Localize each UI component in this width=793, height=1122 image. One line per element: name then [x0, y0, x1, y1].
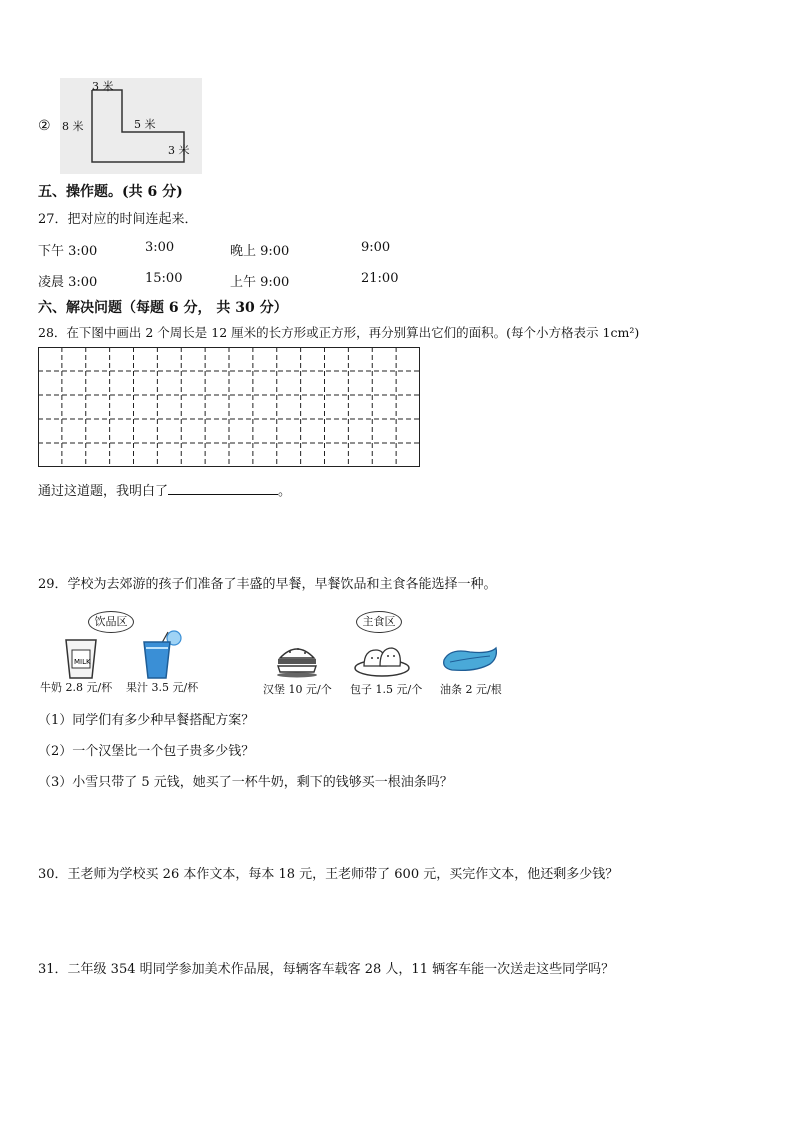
label-right: 3 米 — [168, 144, 190, 157]
drink-zone-sign: 饮品区 — [88, 611, 134, 633]
q27-r2-c2: 15:00 — [145, 271, 183, 286]
milk-carton-text: MILK — [74, 658, 91, 666]
fried-dough-icon — [440, 644, 500, 676]
q27-r2-c3: 上午 9:00 — [230, 275, 290, 290]
price-youtiao: 油条 2 元/根 — [440, 683, 502, 696]
price-milk: 牛奶 2.8 元/杯 — [40, 681, 113, 694]
q29-sub3: （3）小雪只带了 5 元钱，她买了一杯牛奶，剩下的钱够买一根油条吗？ — [38, 775, 453, 790]
q29-sub1: （1）同学们有多少种早餐搭配方案？ — [38, 713, 255, 728]
q31-prompt: 31．二年级 354 明同学参加美术作品展，每辆客车载客 28 人，11 辆客车能一次送走这些同学吗？ — [38, 962, 615, 977]
q27-r2-c1: 凌晨 3:00 — [38, 275, 98, 290]
q27-r1-c2: 3:00 — [145, 240, 175, 255]
q27-r1-c3: 晚上 9:00 — [230, 244, 290, 259]
label-top: 3 米 — [92, 80, 114, 93]
answer-blank[interactable] — [168, 482, 278, 495]
label-mid: 5 米 — [134, 118, 156, 131]
q29-sub2: （2）一个汉堡比一个包子贵多少钱？ — [38, 744, 255, 759]
followup-prefix: 通过这道题，我明白了 — [38, 484, 169, 499]
q27-prompt: 27．把对应的时间连起来． — [38, 212, 198, 227]
milk-cup-icon — [62, 636, 100, 680]
section5-heading: 五、操作题。(共 6 分) — [38, 184, 183, 200]
q27-r2-c4: 21:00 — [361, 271, 399, 286]
q29-prompt: 29．学校为去郊游的孩子们准备了丰盛的早餐，早餐饮品和主食各能选择一种。 — [38, 577, 497, 592]
square-grid[interactable] — [38, 347, 420, 467]
price-juice: 果汁 3.5 元/杯 — [126, 681, 199, 694]
price-burger: 汉堡 10 元/个 — [263, 683, 332, 696]
steamed-bun-icon — [352, 638, 412, 678]
l-shape-figure — [60, 78, 202, 174]
figure-marker: ② — [38, 118, 51, 134]
q27-r1-c1: 下午 3:00 — [38, 244, 98, 259]
label-left: 8 米 — [62, 120, 84, 133]
food-zone-sign: 主食区 — [356, 611, 402, 633]
grid-drawing — [38, 347, 420, 467]
q27-r1-c4: 9:00 — [361, 240, 391, 255]
burger-icon — [274, 640, 320, 678]
q28-prompt: 28．在下图中画出 2 个周长是 12 厘米的长方形或正方形，再分别算出它们的面积。(每个小方格表示 1cm²) — [38, 325, 640, 340]
price-bun: 包子 1.5 元/个 — [350, 683, 423, 696]
q28-followup — [38, 480, 291, 499]
q30-prompt: 30．王老师为学校买 26 本作文本，每本 18 元，王老师带了 600 元，买完作文本，他还剩多少钱？ — [38, 867, 619, 882]
followup-suffix: 。 — [278, 484, 292, 499]
section6-heading: 六、解决问题（每题 6 分， 共 30 分） — [38, 300, 288, 316]
juice-cup-icon — [138, 628, 184, 680]
